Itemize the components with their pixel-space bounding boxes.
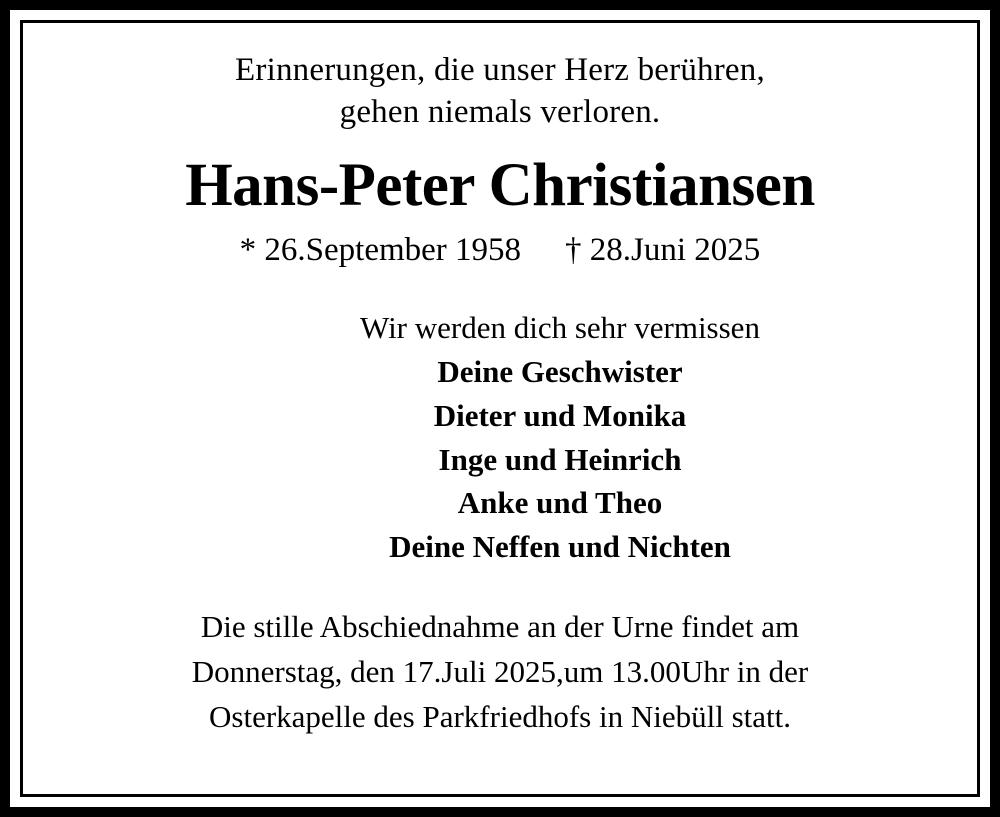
family-line: Dieter und Monika	[433, 397, 687, 433]
family-block	[57, 307, 943, 568]
funeral-line-2: Donnerstag, den 17.Juli 2025,um 13.00Uhr in der	[191, 653, 809, 689]
motto	[57, 49, 943, 133]
deceased-name: Hans-Peter Christiansen	[185, 152, 815, 220]
life-dates	[57, 232, 943, 269]
family-line: Anke und Theo	[457, 485, 663, 521]
birth-date: * 26.September 1958	[239, 232, 522, 269]
motto-line-1: Erinnerungen, die unser Herz berühren,	[235, 52, 765, 88]
family-line: Deine Geschwister	[437, 354, 683, 390]
funeral-line-3: Osterkapelle des Parkfriedhofs in Niebüll statt.	[209, 698, 791, 734]
family-intro: Wir werden dich sehr vermissen	[360, 310, 760, 346]
funeral-notice	[57, 605, 943, 740]
family-line: Deine Neffen und Nichten	[389, 529, 731, 565]
motto-line-2: gehen niemals verloren.	[339, 94, 661, 131]
funeral-line-1: Die stille Abschiednahme an der Urne findet am	[200, 608, 800, 644]
obituary-card	[20, 20, 980, 797]
death-date: † 28.Juni 2025	[565, 232, 761, 269]
family-line: Inge und Heinrich	[438, 441, 682, 477]
